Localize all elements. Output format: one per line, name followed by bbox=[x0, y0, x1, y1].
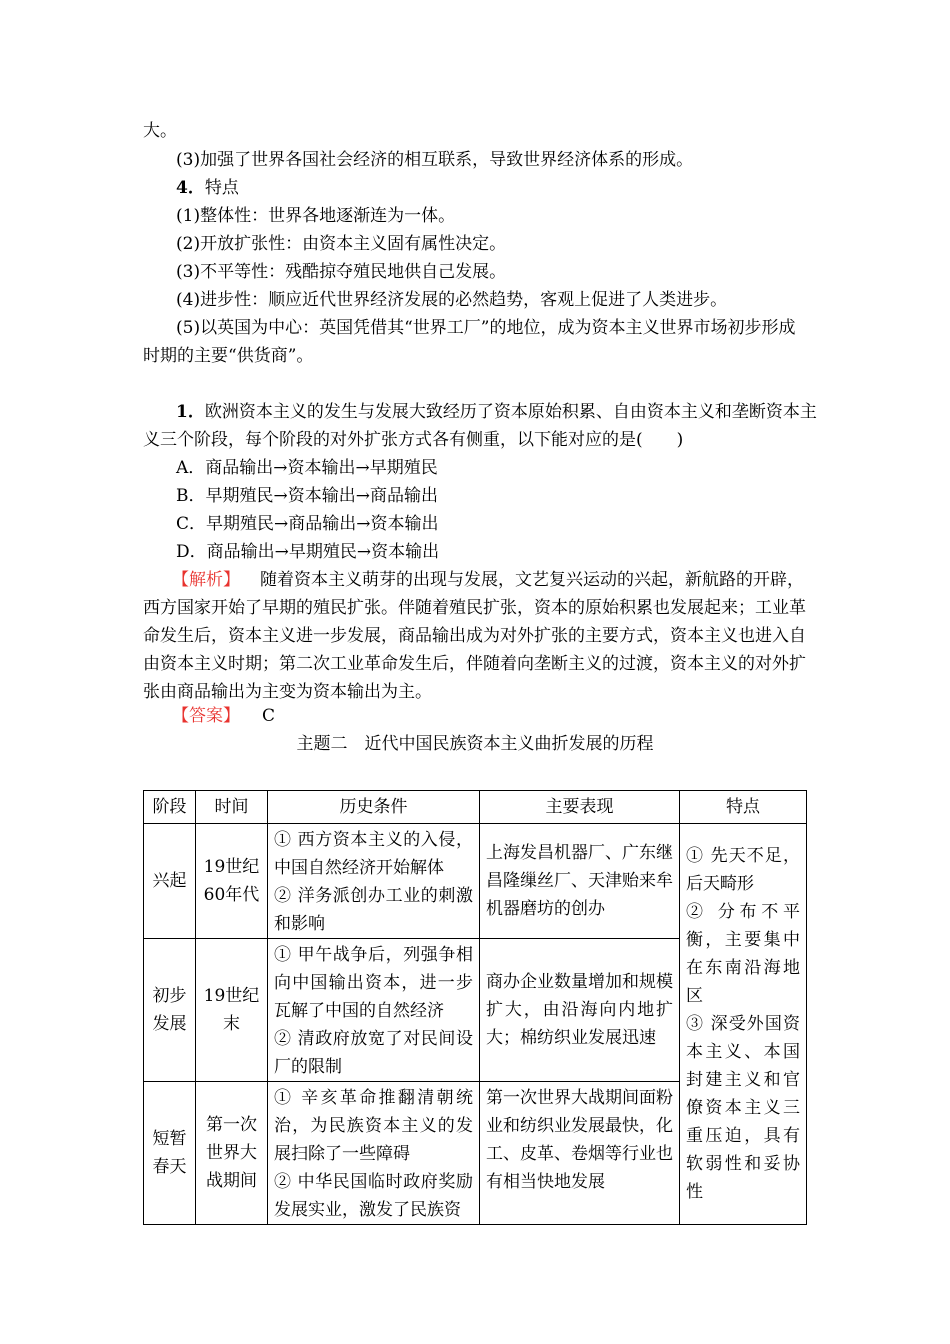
history-table bbox=[143, 790, 807, 1225]
analysis-label: 【解析】 bbox=[172, 570, 240, 590]
feature-item: (2)开放扩张性：由资本主义固有属性决定。 bbox=[176, 234, 507, 254]
option-c: C．早期殖民→商品输出→资本输出 bbox=[176, 514, 439, 534]
option-b: B．早期殖民→资本输出→商品输出 bbox=[176, 486, 438, 506]
feature-item: (1)整体性：世界各地逐渐连为一体。 bbox=[176, 206, 456, 226]
condition-item: ② 洋务派创办工业的刺激和影响 bbox=[274, 886, 473, 934]
features-heading bbox=[176, 178, 239, 198]
condition-item: ① 辛亥革命推翻清朝统治，为民族资本主义的发展扫除了一些障碍 bbox=[274, 1088, 473, 1164]
conditions-cell bbox=[268, 1082, 480, 1225]
analysis-line: 由资本主义时期；第二次工业革命发生后，伴随着向垄断主义的过渡，资本主义的对外扩 bbox=[143, 654, 806, 674]
header-features: 特点 bbox=[680, 791, 807, 824]
question-stem-line1: 欧洲资本主义的发生与发展大致经历了资本原始积累、自由资本主义和垄断资本主 bbox=[204, 402, 817, 422]
performance-cell: 上海发昌机器厂、广东继昌隆缫丝厂、天津贻来牟机器磨坊的创办 bbox=[480, 824, 680, 939]
condition-item: ① 甲午战争后，列强争相向中国输出资本，进一步瓦解了中国的自然经济 bbox=[274, 945, 473, 1021]
answer-label: 【答案】 bbox=[172, 706, 240, 726]
condition-item: ② 清政府放宽了对民间设厂的限制 bbox=[274, 1029, 473, 1077]
header-time: 时间 bbox=[196, 791, 268, 824]
analysis-line: 张由商品输出为主变为资本输出为主。 bbox=[143, 682, 432, 702]
header-performance: 主要表现 bbox=[480, 791, 680, 824]
table-header-row bbox=[144, 791, 807, 824]
continuation-line: 大。 bbox=[143, 121, 177, 141]
feature-point: ③ 深受外国资本主义、本国封建主义和官僚资本主义三重压迫，具有软弱性和妥协性 bbox=[686, 1014, 800, 1202]
header-stage: 阶段 bbox=[144, 791, 196, 824]
analysis-line-1 bbox=[172, 570, 804, 590]
table-row bbox=[144, 824, 807, 939]
stage-cell: 短暂春天 bbox=[144, 1082, 196, 1225]
option-a: A．商品输出→资本输出→早期殖民 bbox=[176, 458, 438, 478]
topic-heading: 主题二 近代中国民族资本主义曲折发展的历程 bbox=[296, 734, 654, 754]
feature-item-3-prev: (3)加强了世界各国社会经济的相互联系，导致世界经济体系的形成。 bbox=[176, 150, 694, 170]
feature-item: (5)以英国为中心：英国凭借其“世界工厂”的地位，成为资本主义世界市场初步形成 bbox=[176, 318, 796, 338]
header-conditions: 历史条件 bbox=[268, 791, 480, 824]
feature-item: (3)不平等性：残酷掠夺殖民地供自己发展。 bbox=[176, 262, 507, 282]
features-heading-num: 4． bbox=[176, 178, 205, 198]
conditions-cell bbox=[268, 824, 480, 939]
time-cell: 19世纪末 bbox=[196, 939, 268, 1082]
question-stem bbox=[176, 402, 817, 422]
answer-line bbox=[172, 706, 275, 726]
condition-item: ② 中华民国临时政府奖励发展实业，激发了民族资 bbox=[274, 1172, 473, 1220]
conditions-cell bbox=[268, 939, 480, 1082]
analysis-line: 西方国家开始了早期的殖民扩张。伴随着殖民扩张，资本的原始积累也发展起来；工业革 bbox=[143, 598, 806, 618]
feature-point: ② 分布不平衡，主要集中在东南沿海地区 bbox=[686, 902, 800, 1006]
feature-item-cont: 时期的主要“供货商”。 bbox=[143, 346, 314, 366]
analysis-text: 随着资本主义萌芽的出现与发展，文艺复兴运动的兴起，新航路的开辟， bbox=[260, 570, 804, 590]
question-number: 1． bbox=[176, 402, 205, 422]
condition-item: ① 西方资本主义的入侵，中国自然经济开始解体 bbox=[274, 830, 473, 878]
time-cell: 第一次世界大战期间 bbox=[196, 1082, 268, 1225]
performance-cell: 第一次世界大战期间面粉业和纺织业发展最快，化工、皮革、卷烟等行业也有相当快地发展 bbox=[480, 1082, 680, 1225]
feature-item: (4)进步性：顺应近代世界经济发展的必然趋势，客观上促进了人类进步。 bbox=[176, 290, 728, 310]
stage-cell: 兴起 bbox=[144, 824, 196, 939]
option-d: D．商品输出→早期殖民→资本输出 bbox=[176, 542, 440, 562]
time-cell: 19世纪60年代 bbox=[196, 824, 268, 939]
question-stem-line2: 义三个阶段，每个阶段的对外扩张方式各有侧重，以下能对应的是( ) bbox=[143, 430, 684, 450]
features-cell bbox=[680, 824, 807, 1225]
features-heading-text: 特点 bbox=[204, 178, 239, 198]
performance-cell: 商办企业数量增加和规模扩大，由沿海向内地扩大；棉纺织业发展迅速 bbox=[480, 939, 680, 1082]
analysis-line: 命发生后，资本主义进一步发展，商品输出成为对外扩张的主要方式，资本主义也进入自 bbox=[143, 626, 806, 646]
feature-point: ① 先天不足，后天畸形 bbox=[686, 846, 800, 894]
stage-cell: 初步发展 bbox=[144, 939, 196, 1082]
answer-value: C bbox=[262, 706, 276, 726]
